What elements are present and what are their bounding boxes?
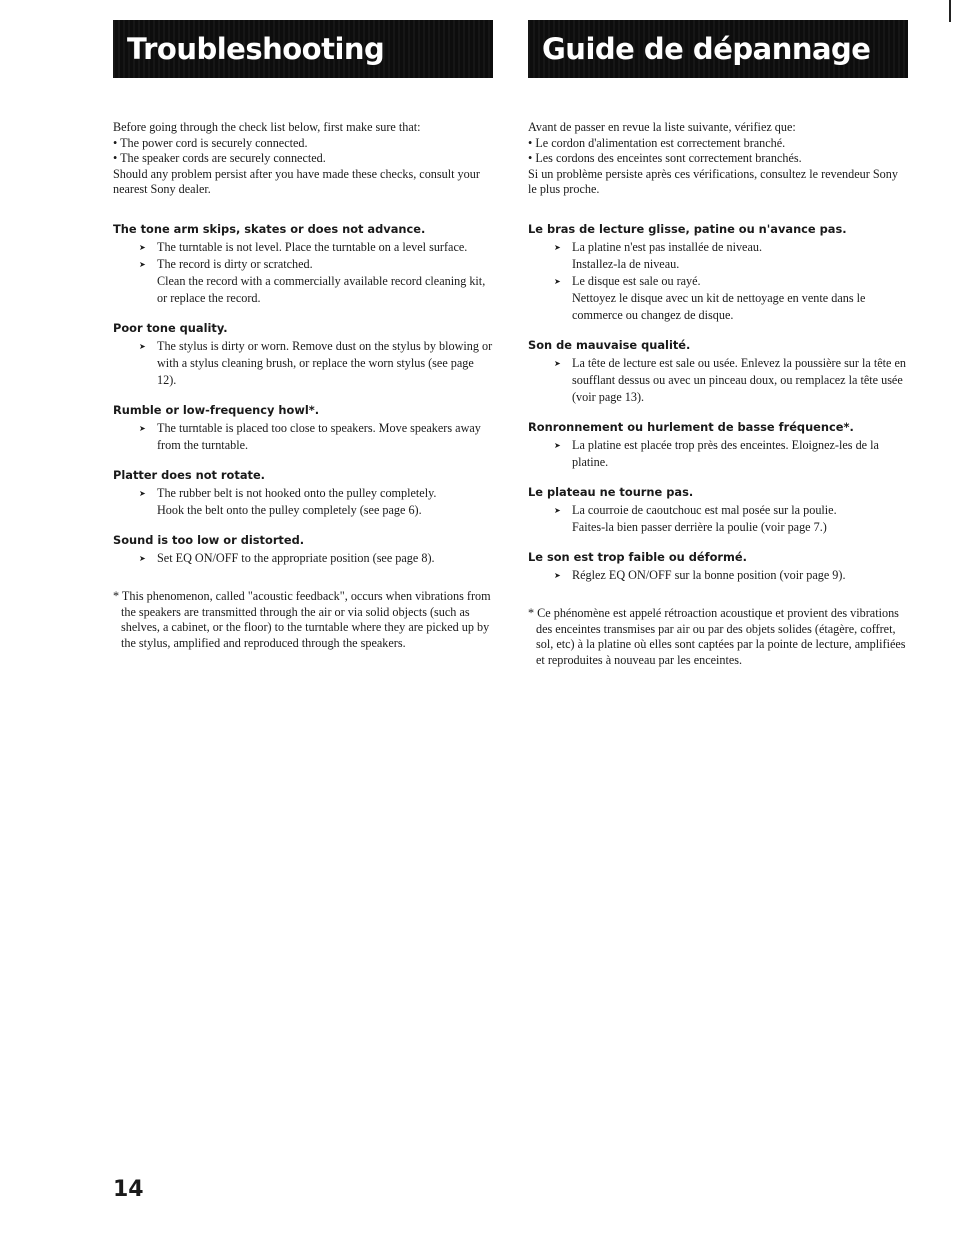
- item-detail: Nettoyez le disque avec un kit de nettoyage en vente dans le commerce ou changez de disque.: [572, 290, 866, 322]
- page-edge-mark: [949, 0, 951, 22]
- section-title: Rumble or low-frequency howl*.: [113, 402, 320, 417]
- section-title: Sound is too low or distorted.: [113, 532, 305, 547]
- section-title: Platter does not rotate.: [113, 467, 266, 482]
- arrow-bullet-icon: ➤: [139, 488, 146, 498]
- item-detail: Faites-la bien passer derrière la poulie (voir page 7.): [572, 519, 827, 534]
- intro-line: Si un problème persiste après ces vérifications, consultez le revendeur Sony le plus proche.: [528, 166, 898, 197]
- list-item: [113, 239, 493, 256]
- list-item: [528, 437, 908, 471]
- footnote-text: * Ce phénomène est appelé rétroaction acoustique et provient des vibrations des enceintes transmises par air ou par des objets solides (étagère, coffret, sol, etc) à la platine où elles sont captées par la pointe de lecture, amplifiées et reproduites à nouveau par les enceintes.: [528, 605, 906, 667]
- footnote-text: * This phenomenon, called "acoustic feedback", occurs when vibrations from the speakers are transmitted through the air or via solid objects (such as shelves, a cabinet, or the floor) to the turntable where they are picked up by the stylus, amplified and reproduced through the speakers.: [113, 588, 491, 650]
- section-rumble: [113, 403, 493, 454]
- item-detail: Installez-la de niveau.: [572, 256, 680, 271]
- section-title: Le plateau ne tourne pas.: [528, 484, 694, 499]
- list-item: [528, 273, 908, 324]
- arrow-bullet-icon: ➤: [554, 505, 561, 515]
- item-detail: Hook the belt onto the pulley completely (see page 6).: [157, 502, 422, 517]
- item-text: The turntable is not level. Place the turntable on a level surface.: [157, 239, 468, 254]
- section-title: Poor tone quality.: [113, 320, 228, 335]
- intro-line: • Les cordons des enceintes sont correctement branchés.: [528, 151, 802, 166]
- item-text: Le disque est sale ou rayé.: [572, 273, 701, 288]
- heading-banner-fr: [528, 20, 908, 78]
- list-item: [113, 550, 493, 567]
- section-son-faible: [528, 550, 908, 584]
- english-column: [113, 20, 493, 651]
- section-tone-quality: [113, 321, 493, 389]
- intro-line: Before going through the check list below, first make sure that:: [113, 120, 421, 134]
- section-title: The tone arm skips, skates or does not advance.: [113, 221, 426, 236]
- section-bras-lecture: [528, 222, 908, 324]
- arrow-bullet-icon: ➤: [139, 341, 146, 351]
- section-ronronnement: [528, 420, 908, 471]
- arrow-bullet-icon: ➤: [554, 242, 561, 252]
- section-platter: [113, 468, 493, 519]
- item-text: La platine est placée trop près des enceintes. Eloignez-les de la platine.: [572, 437, 879, 469]
- arrow-bullet-icon: ➤: [139, 553, 146, 563]
- item-text: La courroie de caoutchouc est mal posée sur la poulie.: [572, 502, 837, 517]
- heading-fr: Guide de dépannage: [542, 32, 871, 66]
- arrow-bullet-icon: ➤: [139, 242, 146, 252]
- list-item: [528, 355, 908, 406]
- arrow-bullet-icon: ➤: [554, 358, 561, 368]
- intro-line: • The power cord is securely connected.: [113, 135, 308, 150]
- item-text: Set EQ ON/OFF to the appropriate position (see page 8).: [157, 550, 435, 565]
- intro-line: Avant de passer en revue la liste suivante, vérifiez que:: [528, 120, 796, 134]
- intro-line: • Le cordon d'alimentation est correctement branché.: [528, 135, 786, 150]
- footnote-en: [113, 589, 493, 651]
- arrow-bullet-icon: ➤: [554, 276, 561, 286]
- list-item: [113, 256, 493, 307]
- section-title: Le son est trop faible ou déformé.: [528, 549, 747, 564]
- arrow-bullet-icon: ➤: [554, 440, 561, 450]
- item-detail: Clean the record with a commercially available record cleaning kit, or replace the record.: [157, 273, 486, 305]
- intro-en: [113, 120, 493, 198]
- section-title: Son de mauvaise qualité.: [528, 337, 691, 352]
- intro-line: Should any problem persist after you have made these checks, consult your nearest Sony dealer.: [113, 166, 480, 197]
- list-item: [113, 485, 493, 519]
- section-tone-arm: [113, 222, 493, 307]
- item-text: The stylus is dirty or worn. Remove dust on the stylus by blowing or with a stylus cleaning brush, or replace the worn stylus (see page 12).: [157, 338, 493, 387]
- heading-banner-en: [113, 20, 493, 78]
- item-text: La platine n'est pas installée de niveau.: [572, 239, 763, 254]
- section-title: Ronronnement ou hurlement de basse fréquence*.: [528, 419, 854, 434]
- section-title: Le bras de lecture glisse, patine ou n'avance pas.: [528, 221, 847, 236]
- arrow-bullet-icon: ➤: [139, 259, 146, 269]
- arrow-bullet-icon: ➤: [554, 570, 561, 580]
- intro-fr: [528, 120, 908, 198]
- french-column: [528, 20, 908, 668]
- item-text: Réglez EQ ON/OFF sur la bonne position (voir page 9).: [572, 567, 846, 582]
- heading-en: Troubleshooting: [127, 32, 385, 66]
- section-plateau: [528, 485, 908, 536]
- item-text: La tête de lecture est sale ou usée. Enlevez la poussière sur la tête en soufflant dessus ou avec un pinceau doux, ou remplacez la tête usée (voir page 13).: [572, 355, 906, 404]
- intro-line: • The speaker cords are securely connected.: [113, 151, 326, 166]
- list-item: [528, 567, 908, 584]
- page-number: 14: [113, 1177, 144, 1202]
- list-item: [528, 502, 908, 536]
- item-text: The turntable is placed too close to speakers. Move speakers away from the turntable.: [157, 420, 481, 452]
- footnote-fr: [528, 606, 908, 668]
- list-item: [113, 338, 493, 389]
- item-text: The rubber belt is not hooked onto the pulley completely.: [157, 485, 437, 500]
- section-mauvaise-qualite: [528, 338, 908, 406]
- item-text: The record is dirty or scratched.: [157, 256, 313, 271]
- list-item: [113, 420, 493, 454]
- section-sound-low: [113, 533, 493, 567]
- list-item: [528, 239, 908, 273]
- arrow-bullet-icon: ➤: [139, 423, 146, 433]
